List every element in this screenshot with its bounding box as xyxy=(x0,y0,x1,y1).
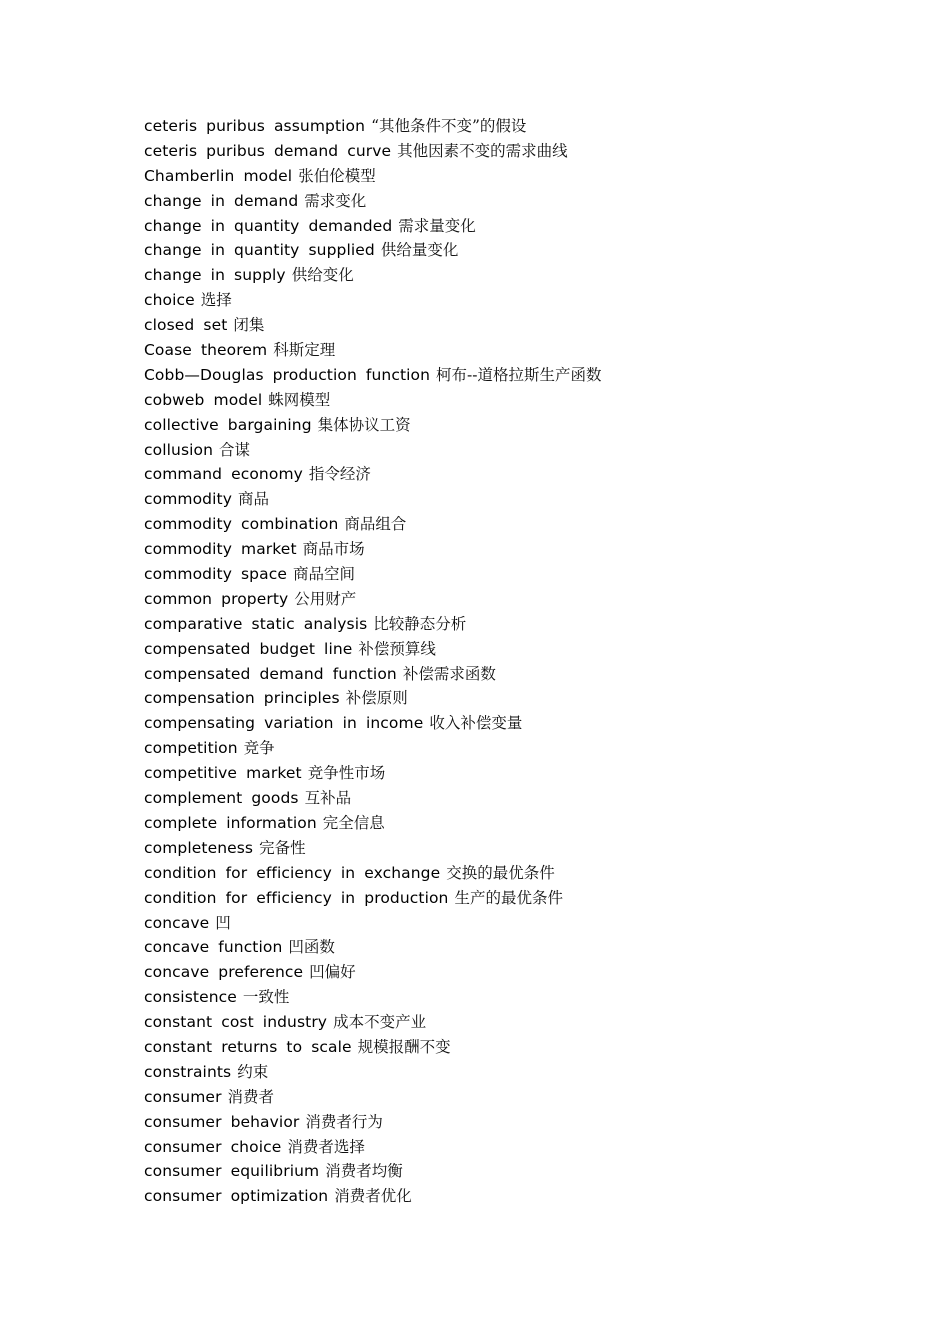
entry-term: consumer xyxy=(144,1087,222,1106)
glossary-entry xyxy=(144,686,884,711)
entry-term: consumer optimization xyxy=(144,1187,329,1206)
glossary-entry xyxy=(144,388,884,413)
entry-translation: 比较静态分析 xyxy=(373,614,467,633)
glossary-entry xyxy=(144,1159,884,1184)
entry-term: change in supply xyxy=(144,266,286,285)
glossary-entry xyxy=(144,438,884,463)
entry-translation: 选择 xyxy=(200,291,232,310)
glossary-entry xyxy=(144,960,884,985)
glossary-entry xyxy=(144,886,884,911)
entry-term: commodity space xyxy=(144,565,287,584)
entry-translation: 供给变化 xyxy=(291,266,354,285)
entry-term: competitive market xyxy=(144,764,302,783)
entry-term: choice xyxy=(144,291,195,310)
entry-term: commodity xyxy=(144,490,232,509)
entry-term: concave preference xyxy=(144,963,304,982)
glossary-entry xyxy=(144,612,884,637)
entry-term: constraints xyxy=(144,1062,232,1081)
entry-term: concave function xyxy=(144,938,283,957)
entry-term: change in demand xyxy=(144,191,299,210)
entry-term: compensating variation in income xyxy=(144,714,424,733)
entry-translation: 生产的最优条件 xyxy=(454,888,563,907)
entry-term: consumer behavior xyxy=(144,1112,300,1131)
entry-term: closed set xyxy=(144,316,228,335)
entry-translation: 消费者均衡 xyxy=(325,1162,403,1181)
glossary-entry xyxy=(144,263,884,288)
glossary-entry xyxy=(144,761,884,786)
glossary-entry xyxy=(144,164,884,189)
glossary-entry xyxy=(144,1135,884,1160)
entry-term: consumer choice xyxy=(144,1137,282,1156)
entry-term: cobweb model xyxy=(144,390,263,409)
entry-translation: 科斯定理 xyxy=(273,341,336,360)
entry-translation: 竞争 xyxy=(243,739,275,758)
glossary-entry xyxy=(144,537,884,562)
entry-term: compensated budget line xyxy=(144,639,353,658)
glossary-list xyxy=(144,114,884,1209)
entry-term: change in quantity supplied xyxy=(144,241,375,260)
glossary-entry xyxy=(144,811,884,836)
entry-translation: 约束 xyxy=(237,1062,269,1081)
glossary-entry xyxy=(144,288,884,313)
glossary-entry xyxy=(144,487,884,512)
entry-translation: 需求变化 xyxy=(304,191,367,210)
entry-term: comparative static analysis xyxy=(144,614,368,633)
glossary-entry xyxy=(144,1184,884,1209)
glossary-entry xyxy=(144,189,884,214)
glossary-entry xyxy=(144,238,884,263)
entry-term: ceteris puribus assumption xyxy=(144,117,366,135)
entry-translation: 凹偏好 xyxy=(309,963,356,982)
entry-term: concave xyxy=(144,913,210,932)
entry-term: commodity market xyxy=(144,540,297,559)
entry-translation: 张伯伦模型 xyxy=(298,166,376,185)
entry-translation: 消费者行为 xyxy=(305,1112,383,1131)
glossary-entry xyxy=(144,861,884,886)
entry-term: compensation principles xyxy=(144,689,340,708)
glossary-entry xyxy=(144,413,884,438)
glossary-entry xyxy=(144,935,884,960)
entry-term: Coase theorem xyxy=(144,341,268,360)
entry-translation: 补偿原则 xyxy=(345,689,408,708)
entry-translation: 凹 xyxy=(215,913,231,932)
entry-term: constant returns to scale xyxy=(144,1037,352,1056)
glossary-entry xyxy=(144,562,884,587)
entry-term: ceteris puribus demand curve xyxy=(144,141,392,160)
entry-translation: 成本不变产业 xyxy=(333,1013,427,1032)
entry-term: competition xyxy=(144,739,238,758)
entry-term: complete information xyxy=(144,813,317,832)
entry-translation: 消费者选择 xyxy=(287,1137,365,1156)
entry-translation: 商品组合 xyxy=(344,515,407,534)
entry-translation: 一致性 xyxy=(242,988,290,1007)
glossary-entry xyxy=(144,1060,884,1085)
glossary-entry xyxy=(144,985,884,1010)
entry-translation: 闭集 xyxy=(233,316,265,335)
glossary-entry xyxy=(144,911,884,936)
entry-term: completeness xyxy=(144,838,254,857)
glossary-entry xyxy=(144,338,884,363)
entry-term: complement goods xyxy=(144,789,299,808)
entry-term: command economy xyxy=(144,465,303,484)
glossary-entry xyxy=(144,139,884,164)
entry-translation: 收入补偿变量 xyxy=(429,714,523,733)
entry-translation: 规模报酬不变 xyxy=(357,1037,451,1056)
entry-translation: “其他条件不变”的假设 xyxy=(371,117,527,135)
entry-translation: 商品市场 xyxy=(302,540,365,559)
entry-term: condition for efficiency in exchange xyxy=(144,863,441,882)
glossary-entry xyxy=(144,662,884,687)
entry-term: consumer equilibrium xyxy=(144,1162,320,1181)
entry-term: constant cost industry xyxy=(144,1013,328,1032)
entry-term: commodity combination xyxy=(144,515,339,534)
glossary-entry xyxy=(144,637,884,662)
entry-translation: 竞争性市场 xyxy=(307,764,386,783)
entry-term: condition for efficiency in production xyxy=(144,888,449,907)
entry-translation: 商品 xyxy=(237,490,269,509)
glossary-entry xyxy=(144,786,884,811)
glossary-entry xyxy=(144,836,884,861)
glossary-entry xyxy=(144,1035,884,1060)
glossary-entry xyxy=(144,512,884,537)
entry-term: compensated demand function xyxy=(144,664,397,683)
glossary-entry xyxy=(144,736,884,761)
glossary-entry xyxy=(144,1085,884,1110)
glossary-entry xyxy=(144,1010,884,1035)
entry-translation: 蛛网模型 xyxy=(268,390,331,409)
glossary-entry xyxy=(144,587,884,612)
entry-term: change in quantity demanded xyxy=(144,216,393,235)
glossary-entry xyxy=(144,313,884,338)
glossary-entry xyxy=(144,1110,884,1135)
entry-translation: 柯布--道格拉斯生产函数 xyxy=(436,365,602,384)
entry-translation: 商品空间 xyxy=(292,565,355,584)
entry-translation: 互补品 xyxy=(304,789,352,808)
entry-translation: 指令经济 xyxy=(308,465,371,484)
entry-term: collusion xyxy=(144,440,214,459)
entry-translation: 完全信息 xyxy=(322,813,385,832)
entry-translation: 其他因素不变的需求曲线 xyxy=(397,141,568,160)
glossary-entry xyxy=(144,711,884,736)
entry-translation: 集体协议工资 xyxy=(317,415,411,434)
entry-term: consistence xyxy=(144,988,237,1007)
glossary-entry xyxy=(144,363,884,388)
entry-translation: 补偿需求函数 xyxy=(402,664,496,683)
entry-translation: 消费者 xyxy=(227,1087,275,1106)
entry-translation: 消费者优化 xyxy=(334,1187,412,1206)
entry-translation: 完备性 xyxy=(259,838,306,857)
entry-translation: 交换的最优条件 xyxy=(446,863,555,882)
entry-term: Cobb—Douglas production function xyxy=(144,365,431,384)
entry-translation: 合谋 xyxy=(219,440,251,459)
entry-translation: 补偿预算线 xyxy=(358,639,436,658)
entry-translation: 需求量变化 xyxy=(398,216,476,235)
entry-term: Chamberlin model xyxy=(144,166,293,185)
glossary-entry xyxy=(144,462,884,487)
entry-term: collective bargaining xyxy=(144,415,312,434)
glossary-entry xyxy=(144,214,884,239)
entry-term: common property xyxy=(144,589,289,608)
entry-translation: 供给量变化 xyxy=(380,241,459,260)
glossary-entry xyxy=(144,114,884,139)
entry-translation: 凹函数 xyxy=(288,938,335,957)
entry-translation: 公用财产 xyxy=(294,589,357,608)
